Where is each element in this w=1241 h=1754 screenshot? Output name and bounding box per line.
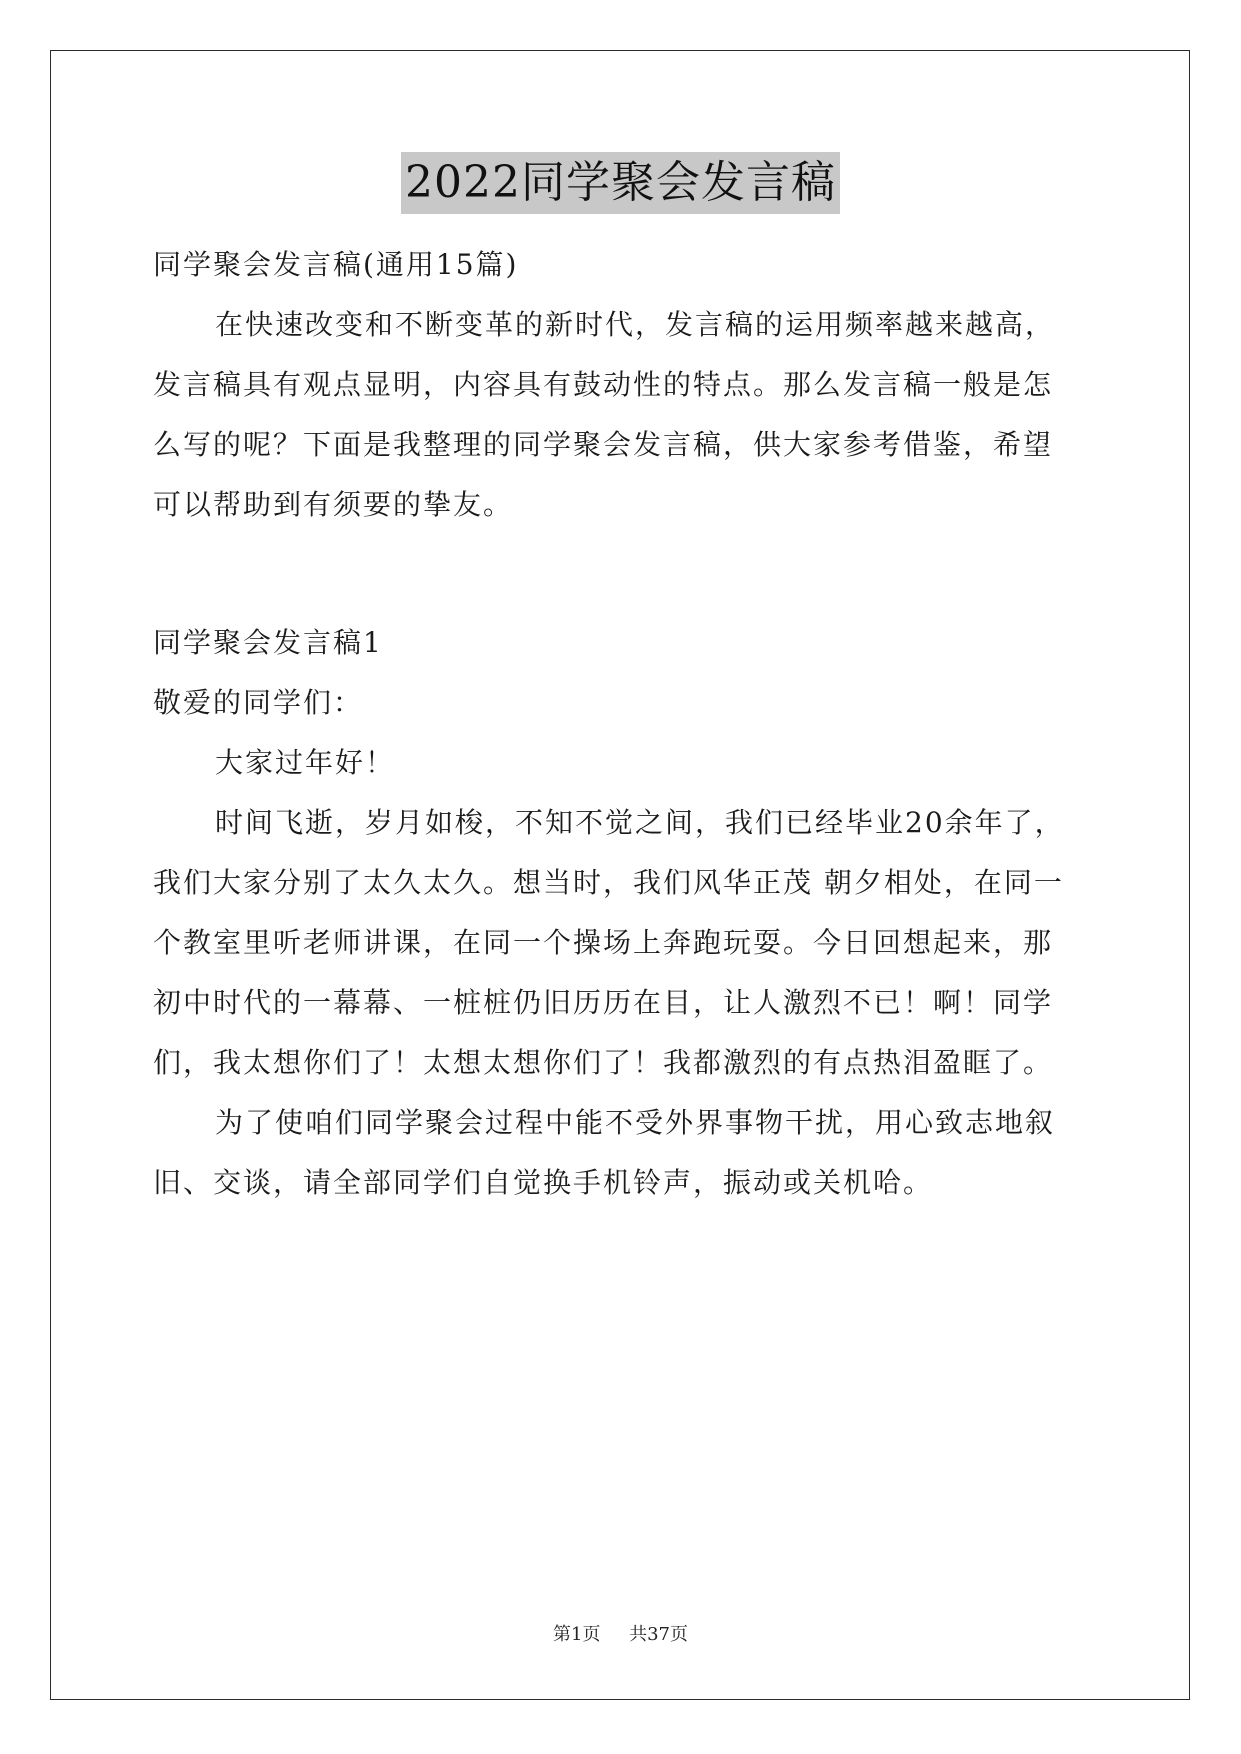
intro-paragraph xyxy=(153,295,1108,535)
body-line: 初中时代的一幕幕、一桩桩仍旧历历在目，让人激烈不已！啊！同学 xyxy=(153,986,1054,1019)
document-title: 2022同学聚会发言稿 xyxy=(401,152,840,214)
section-heading: 同学聚会发言稿1 xyxy=(153,626,383,659)
body-line: 时间飞逝，岁月如梭，不知不觉之间，我们已经毕业20余年了， xyxy=(215,806,1065,839)
body-line: 为了使咱们同学聚会过程中能不受外界事物干扰，用心致志地叙 xyxy=(215,1106,1056,1139)
document-body xyxy=(153,235,1108,1213)
body-paragraph-1 xyxy=(153,793,1108,1093)
body-line: 个教室里听老师讲课，在同一个操场上奔跑玩耍。今日回想起来，那 xyxy=(153,926,1054,959)
intro-line: 发言稿具有观点显明，内容具有鼓动性的特点。那么发言稿一般是怎 xyxy=(153,368,1054,401)
intro-line: 可以帮助到有须要的挚友。 xyxy=(153,488,514,521)
greeting: 大家过年好！ xyxy=(215,746,396,779)
page-footer xyxy=(0,1623,1241,1647)
body-line: 们，我太想你们了！太想太想你们了！我都激烈的有点热泪盈眶了。 xyxy=(153,1046,1054,1079)
title-container xyxy=(0,152,1241,214)
intro-subtitle: 同学聚会发言稿(通用15篇) xyxy=(153,248,519,281)
page-total: 共37页 xyxy=(629,1624,688,1645)
intro-line: 在快速改变和不断变革的新时代，发言稿的运用频率越来越高， xyxy=(215,308,1056,341)
salutation: 敬爱的同学们： xyxy=(153,686,364,719)
body-line: 我们大家分别了太久太久。想当时，我们风华正茂 朝夕相处，在同一 xyxy=(153,866,1064,899)
body-paragraph-2 xyxy=(153,1093,1108,1213)
page-number: 第1页 xyxy=(553,1624,601,1645)
intro-line: 么写的呢？下面是我整理的同学聚会发言稿，供大家参考借鉴，希望 xyxy=(153,428,1054,461)
section-spacer xyxy=(153,535,1108,613)
body-line: 旧、交谈，请全部同学们自觉换手机铃声，振动或关机哈。 xyxy=(153,1166,934,1199)
